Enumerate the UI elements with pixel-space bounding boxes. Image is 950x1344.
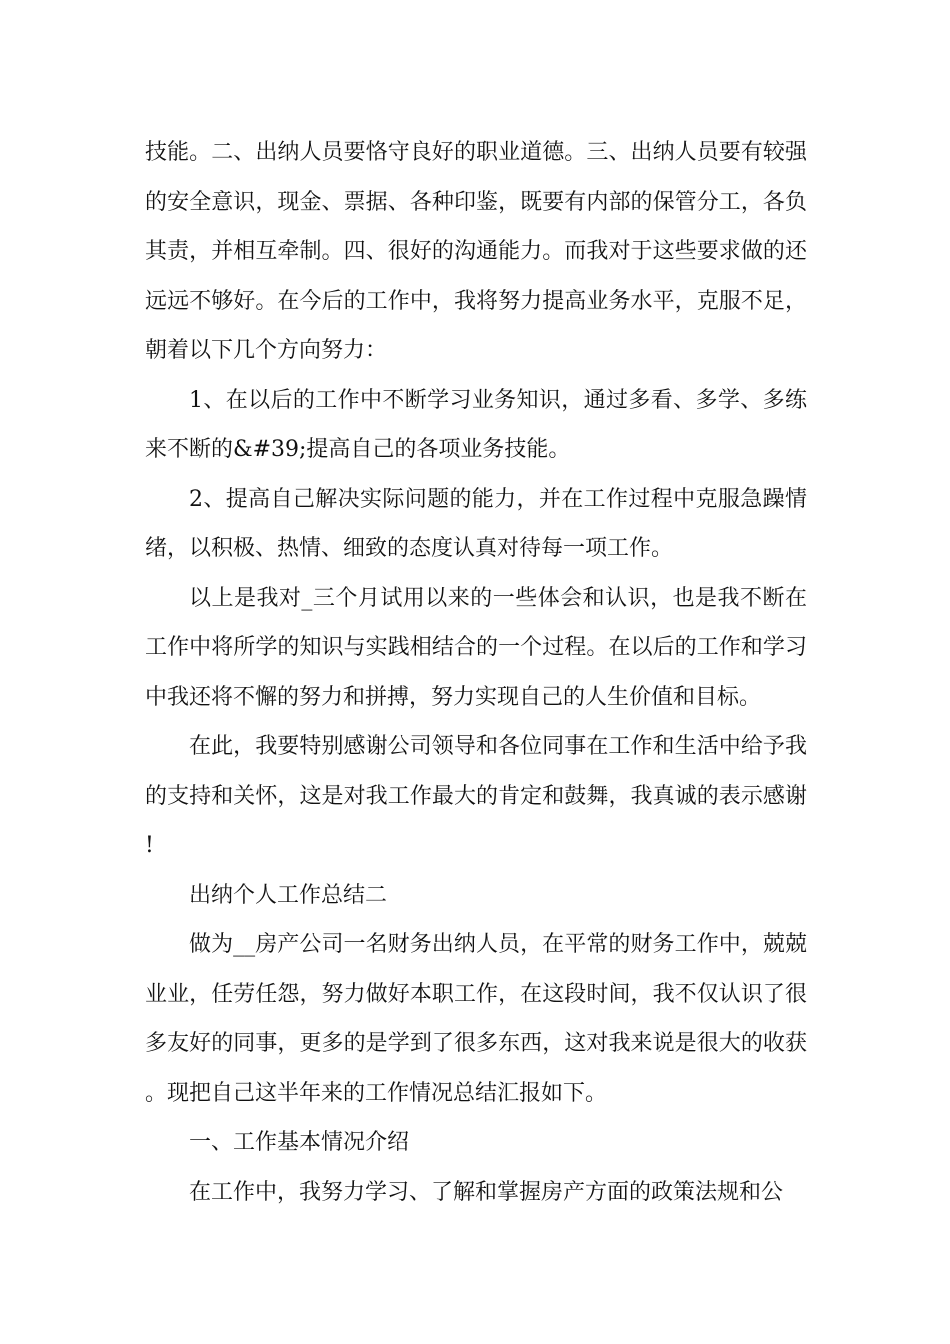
paragraph-intro: 做为__房产公司一名财务出纳人员，在平常的财务工作中，兢兢业业，任劳任怨，努力做好本职工作，在这段时间，我不仅认识了很多友好的同事，更多的是学到了很多东西，这对我来说是很大的收获。现把自己这半年来的工作情况总结汇报如下。	[145, 932, 807, 1106]
paragraph-reflection: 以上是我对_三个月试用以来的一些体会和认识，也是我不断在工作中将所学的知识与实践相结合的一个过程。在以后的工作和学习中我还将不懈的努力和拼搏，努力实现自己的人生价值和目标。	[145, 585, 807, 710]
section-title-summary-two: 出纳个人工作总结二	[189, 882, 388, 908]
paragraph-goal-1: 1、在以后的工作中不断学习业务知识，通过多看、多学、多练来不断的&#39;提高自己的各项业务技能。	[145, 387, 807, 462]
paragraph-work-learning: 在工作中，我努力学习、了解和掌握房产方面的政策法规和公	[189, 1179, 784, 1205]
section-heading-basic-situation: 一、工作基本情况介绍	[189, 1130, 410, 1155]
paragraph-goal-2: 2、提高自己解决实际问题的能力，并在工作过程中克服急躁情绪，以积极、热情、细致的态度认真对待每一项工作。	[145, 486, 807, 561]
document-page	[145, 128, 807, 1217]
paragraph-skills-requirements: 技能。二、出纳人员要恪守良好的职业道德。三、出纳人员要有较强的安全意识，现金、票据、各种印鉴，既要有内部的保管分工，各负其责，并相互牵制。四、很好的沟通能力。而我对于这些要求做的还远远不够好。在今后的工作中，我将努力提高业务水平，克服不足，朝着以下几个方向努力：	[145, 140, 807, 363]
paragraph-thanks: 在此，我要特别感谢公司领导和各位同事在工作和生活中给予我的支持和关怀，这是对我工作最大的肯定和鼓舞，我真诚的表示感谢!	[145, 734, 807, 858]
